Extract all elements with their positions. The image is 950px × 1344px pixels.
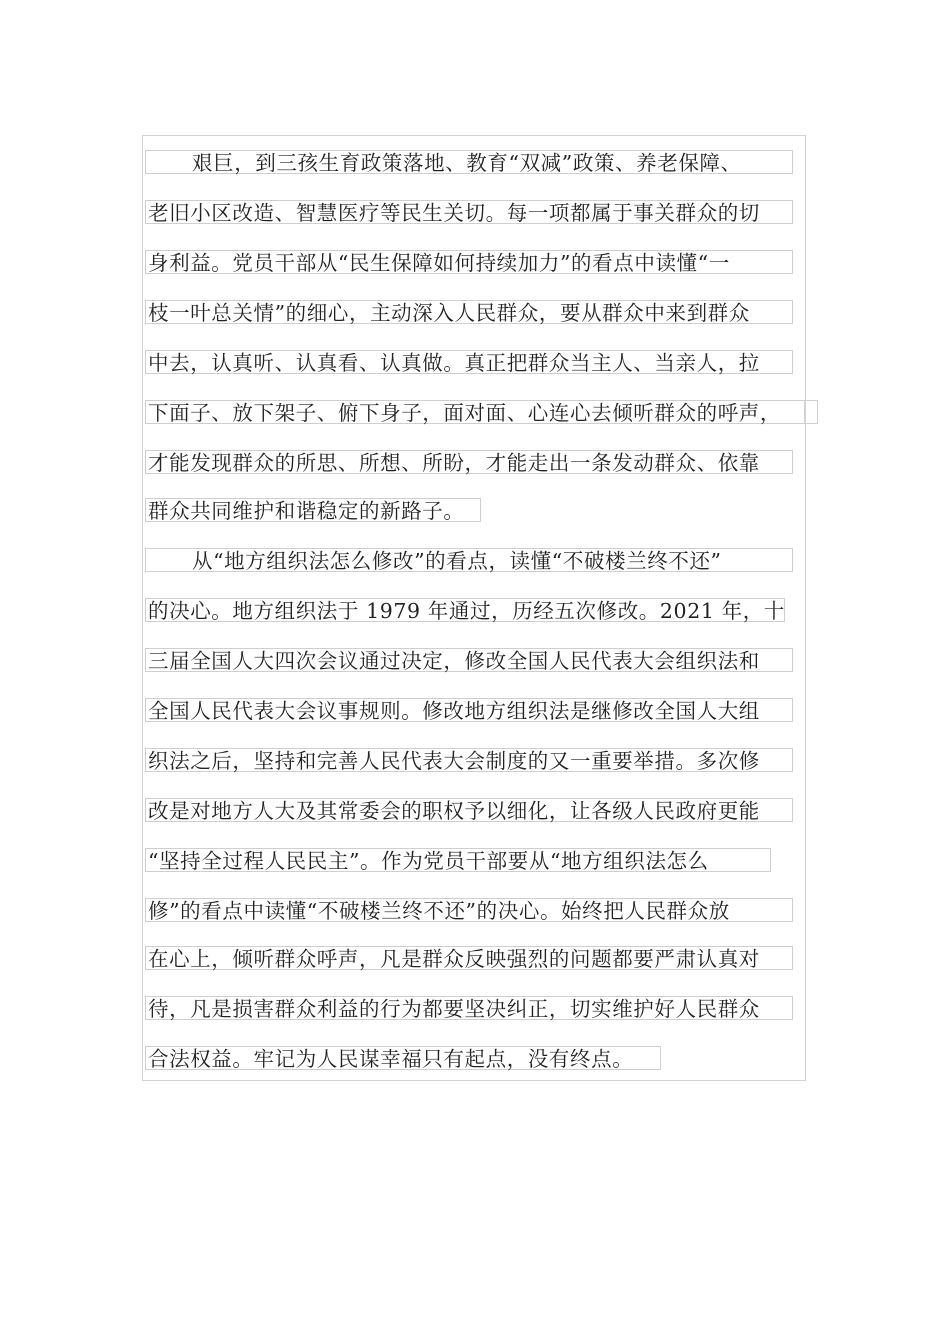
text-line: 织法之后，坚持和完善人民代表大会制度的又一重要举措。多次修 <box>145 748 793 772</box>
text-line: 的决心。地方组织法于 1979 年通过，历经五次修改。2021 年，十 <box>145 598 785 622</box>
text-line: 群众共同维护和谐稳定的新路子。 <box>145 498 481 522</box>
text-line: 枝一叶总关情”的细心，主动深入人民群众，要从群众中来到群众 <box>145 300 793 324</box>
text-line: 待，凡是损害群众利益的行为都要坚决纠正，切实维护好人民群众 <box>145 996 793 1020</box>
overflow-marker <box>804 400 818 424</box>
text-line: 改是对地方人大及其常委会的职权予以细化，让各级人民政府更能 <box>145 798 793 822</box>
text-line: 三届全国人大四次会议通过决定，修改全国人民代表大会组织法和 <box>145 648 793 672</box>
text-line: 身利益。党员干部从“民生保障如何持续加力”的看点中读懂“一 <box>145 250 793 274</box>
text-line: 全国人民代表大会议事规则。修改地方组织法是继修改全国人大组 <box>145 698 793 722</box>
text-line: 在心上，倾听群众呼声，凡是群众反映强烈的问题都要严肃认真对 <box>145 946 793 970</box>
text-line: 修”的看点中读懂“不破楼兰终不还”的决心。始终把人民群众放 <box>145 898 793 922</box>
text-line: 才能发现群众的所思、所想、所盼，才能走出一条发动群众、依靠 <box>145 450 793 474</box>
text-line: 合法权益。牢记为人民谋幸福只有起点，没有终点。 <box>145 1046 661 1070</box>
text-line: 艰巨，到三孩生育政策落地、教育“双减”政策、养老保障、 <box>145 150 793 174</box>
text-line: 中去，认真听、认真看、认真做。真正把群众当主人、当亲人，拉 <box>145 350 793 374</box>
text-line: “坚持全过程人民民主”。作为党员干部要从“地方组织法怎么 <box>145 848 771 872</box>
text-line: 老旧小区改造、智慧医疗等民生关切。每一项都属于事关群众的切 <box>145 200 793 224</box>
text-line: 下面子、放下架子、俯下身子，面对面、心连心去倾听群众的呼声， <box>145 400 805 424</box>
text-line: 从“地方组织法怎么修改”的看点，读懂“不破楼兰终不还” <box>145 548 793 572</box>
